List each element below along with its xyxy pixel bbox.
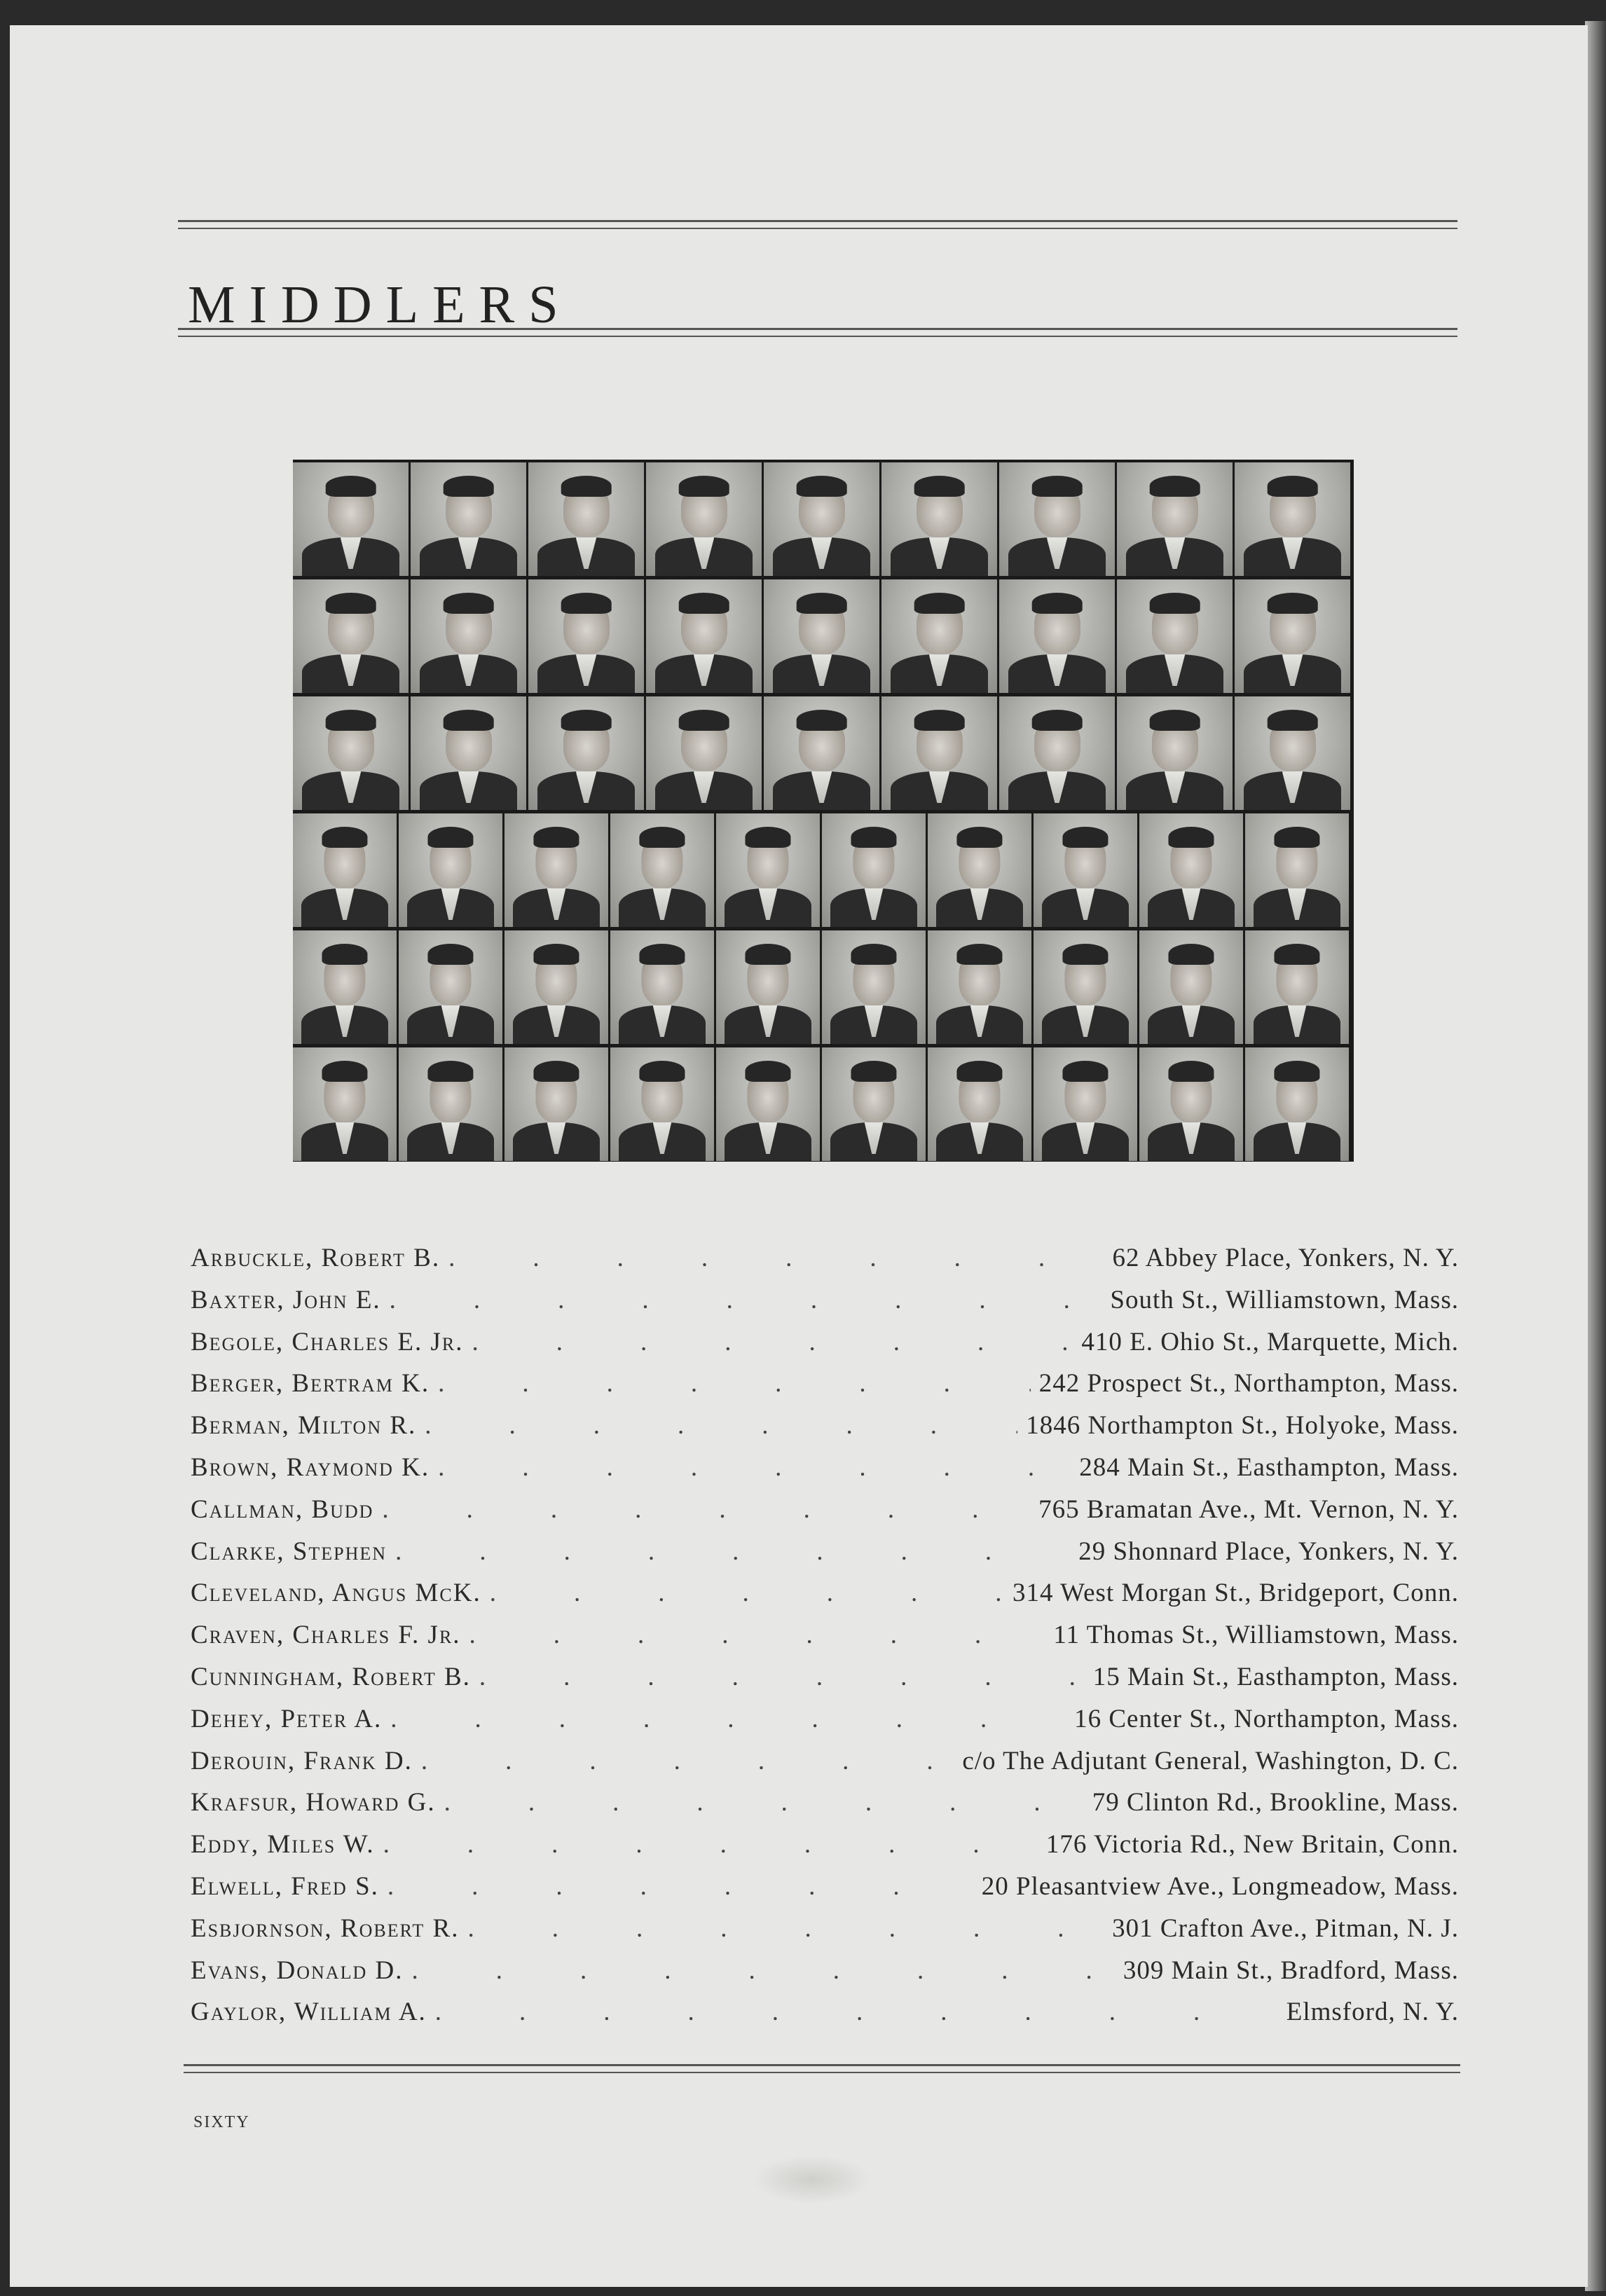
- student-portrait: [1034, 930, 1137, 1044]
- student-name: Cleveland, Angus McK.: [191, 1579, 481, 1608]
- footer-rule: [184, 2064, 1460, 2073]
- student-portrait: [1139, 813, 1243, 927]
- page-folio: SIXTY: [193, 2113, 250, 2131]
- student-portrait: [1235, 579, 1350, 693]
- student-address: 20 Pleasantview Ave., Longmeadow, Mass.: [981, 1871, 1459, 1901]
- student-portrait: [1034, 813, 1137, 927]
- dot-leader: [383, 1829, 1038, 1860]
- student-name: Evans, Donald D.: [191, 1955, 404, 1985]
- student-roster: [191, 1243, 1459, 2039]
- student-name: Craven, Charles F. Jr.: [191, 1621, 461, 1650]
- student-portrait: [928, 1047, 1031, 1161]
- roster-entry: [191, 1662, 1459, 1704]
- student-portrait: [999, 579, 1115, 693]
- student-portrait: [1235, 462, 1350, 576]
- dot-leader: [435, 1997, 1278, 2027]
- student-portrait: [610, 1047, 714, 1161]
- student-name: Baxter, John E.: [191, 1285, 381, 1314]
- student-portrait: [293, 1047, 397, 1161]
- student-portrait: [293, 696, 409, 810]
- dot-leader: [425, 1410, 1017, 1441]
- roster-entry: [191, 1913, 1459, 1955]
- student-address: 765 Bramatan Ave., Mt. Vernon, N. Y.: [1038, 1494, 1459, 1524]
- student-portrait: [528, 462, 644, 576]
- dot-leader: [472, 1327, 1073, 1357]
- student-address: 314 West Morgan St., Bridgeport, Conn.: [1013, 1579, 1459, 1608]
- student-name: Derouin, Frank D.: [191, 1746, 413, 1775]
- student-portrait: [399, 813, 502, 927]
- title-rule-top: [178, 220, 1457, 229]
- roster-entry: [191, 1327, 1459, 1369]
- dot-leader: [395, 1537, 1070, 1567]
- student-address: Elmsford, N. Y.: [1286, 1998, 1459, 2027]
- student-address: 79 Clinton Rd., Brookline, Mass.: [1092, 1788, 1459, 1817]
- dot-leader: [390, 1285, 1102, 1315]
- student-name: Berger, Bertram K.: [191, 1369, 430, 1398]
- dot-leader: [390, 1704, 1066, 1734]
- roster-entry: [191, 1704, 1459, 1746]
- student-portrait: [764, 462, 879, 576]
- roster-entry: [191, 1746, 1459, 1788]
- student-portrait: [610, 930, 714, 1044]
- photo-row: [293, 696, 1350, 810]
- dot-leader: [382, 1494, 1030, 1525]
- student-portrait: [411, 696, 526, 810]
- student-portrait: [999, 696, 1115, 810]
- roster-entry: [191, 1243, 1459, 1285]
- student-portrait: [1235, 696, 1350, 810]
- student-portrait: [716, 930, 820, 1044]
- student-name: Gaylor, William A.: [191, 1998, 427, 2027]
- student-address: 301 Crafton Ave., Pitman, N. J.: [1112, 1913, 1459, 1943]
- student-portrait: [293, 579, 409, 693]
- student-name: Begole, Charles E. Jr.: [191, 1327, 464, 1356]
- student-address: 410 E. Ohio St., Marquette, Mich.: [1081, 1327, 1459, 1356]
- student-name: Elwell, Fred S.: [191, 1871, 379, 1901]
- student-portrait: [716, 813, 820, 927]
- roster-entry: [191, 1871, 1459, 1913]
- photo-row: [293, 1047, 1349, 1161]
- student-portrait: [1139, 930, 1243, 1044]
- student-portrait: [928, 930, 1031, 1044]
- title-rule-bottom: [178, 328, 1457, 337]
- student-name: Esbjornson, Robert R.: [191, 1913, 460, 1943]
- student-portrait: [505, 1047, 608, 1161]
- roster-entry: [191, 1285, 1459, 1327]
- roster-entry: [191, 1494, 1459, 1537]
- roster-entry: [191, 1955, 1459, 1998]
- dot-leader: [411, 1955, 1114, 1986]
- student-portrait: [928, 813, 1031, 927]
- student-address: 309 Main St., Bradford, Mass.: [1123, 1955, 1459, 1985]
- student-address: c/o The Adjutant General, Washington, D. C.: [962, 1746, 1459, 1775]
- student-portrait: [399, 1047, 502, 1161]
- student-portrait: [646, 579, 762, 693]
- dot-leader: [467, 1913, 1104, 1944]
- student-portrait: [881, 696, 997, 810]
- roster-entry: [191, 1997, 1459, 2039]
- dot-leader: [421, 1746, 954, 1776]
- student-address: 29 Shonnard Place, Yonkers, N. Y.: [1078, 1537, 1459, 1566]
- dot-leader: [438, 1452, 1071, 1483]
- student-portrait: [764, 696, 879, 810]
- student-portrait: [764, 579, 879, 693]
- roster-entry: [191, 1452, 1459, 1494]
- student-address: 242 Prospect St., Northampton, Mass.: [1038, 1369, 1459, 1398]
- photo-row: [293, 579, 1350, 693]
- student-portrait: [1034, 1047, 1137, 1161]
- student-address: 11 Thomas St., Williamstown, Mass.: [1053, 1621, 1459, 1650]
- student-portrait: [1117, 696, 1233, 810]
- page-edge-shadow: [1585, 21, 1606, 2291]
- section-title: MIDDLERS: [188, 275, 572, 334]
- student-portrait: [293, 930, 397, 1044]
- student-portrait: [1245, 1047, 1349, 1161]
- class-photo-grid: [293, 460, 1354, 1162]
- student-address: South St., Williamstown, Mass.: [1110, 1285, 1459, 1314]
- yearbook-page: [10, 25, 1588, 2287]
- roster-entry: [191, 1368, 1459, 1410]
- photo-row: [293, 813, 1349, 927]
- student-name: Berman, Milton R.: [191, 1411, 417, 1441]
- student-portrait: [293, 813, 397, 927]
- student-name: Dehey, Peter A.: [191, 1704, 383, 1733]
- roster-entry: [191, 1829, 1459, 1871]
- student-portrait: [505, 930, 608, 1044]
- student-address: 62 Abbey Place, Yonkers, N. Y.: [1112, 1244, 1459, 1272]
- dot-leader: [469, 1620, 1045, 1650]
- dot-leader: [448, 1243, 1104, 1273]
- student-name: Clarke, Stephen: [191, 1537, 387, 1566]
- student-portrait: [505, 813, 608, 927]
- dot-leader: [444, 1787, 1084, 1817]
- student-portrait: [822, 930, 926, 1044]
- student-address: 284 Main St., Easthampton, Mass.: [1079, 1452, 1459, 1482]
- student-address: 16 Center St., Northampton, Mass.: [1074, 1704, 1459, 1733]
- student-address: 15 Main St., Easthampton, Mass.: [1092, 1662, 1459, 1691]
- roster-entry: [191, 1410, 1459, 1452]
- dot-leader: [479, 1662, 1085, 1692]
- student-portrait: [1245, 813, 1349, 927]
- student-portrait: [646, 462, 762, 576]
- roster-entry: [191, 1537, 1459, 1579]
- student-portrait: [881, 579, 997, 693]
- dot-leader: [438, 1368, 1031, 1398]
- student-portrait: [610, 813, 714, 927]
- roster-entry: [191, 1578, 1459, 1620]
- student-portrait: [411, 579, 526, 693]
- dot-leader: [490, 1578, 1004, 1608]
- student-portrait: [716, 1047, 820, 1161]
- student-name: Callman, Budd: [191, 1494, 374, 1524]
- student-portrait: [881, 462, 997, 576]
- student-address: 176 Victoria Rd., New Britain, Conn.: [1045, 1830, 1459, 1860]
- student-portrait: [1245, 930, 1349, 1044]
- dot-leader: [387, 1871, 973, 1902]
- paper-stain: [753, 2155, 872, 2204]
- student-portrait: [1117, 462, 1233, 576]
- student-portrait: [399, 930, 502, 1044]
- student-portrait: [411, 462, 526, 576]
- student-portrait: [822, 813, 926, 927]
- student-name: Arbuckle, Robert B.: [191, 1244, 441, 1272]
- student-portrait: [293, 462, 409, 576]
- student-name: Eddy, Miles W.: [191, 1830, 375, 1860]
- student-portrait: [528, 696, 644, 810]
- student-portrait: [1139, 1047, 1243, 1161]
- roster-entry: [191, 1620, 1459, 1662]
- photo-row: [293, 462, 1350, 576]
- student-name: Cunningham, Robert B.: [191, 1662, 471, 1691]
- student-portrait: [646, 696, 762, 810]
- student-name: Krafsur, Howard G.: [191, 1788, 436, 1817]
- roster-entry: [191, 1787, 1459, 1829]
- student-name: Brown, Raymond K.: [191, 1452, 430, 1482]
- student-portrait: [999, 462, 1115, 576]
- student-portrait: [822, 1047, 926, 1161]
- student-address: 1846 Northampton St., Holyoke, Mass.: [1026, 1411, 1459, 1441]
- student-portrait: [528, 579, 644, 693]
- photo-row: [293, 930, 1349, 1044]
- student-portrait: [1117, 579, 1233, 693]
